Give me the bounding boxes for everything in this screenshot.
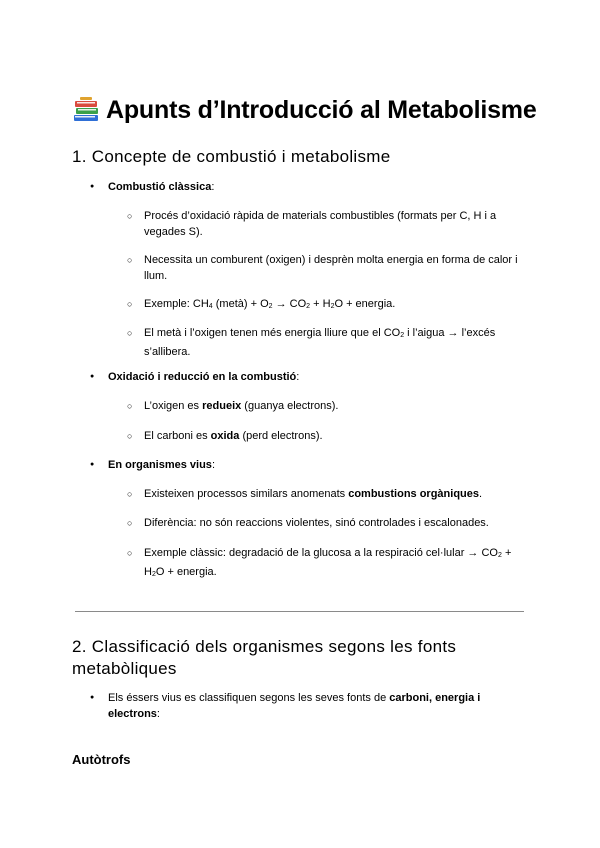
list-item: ○ Exemple clàssic: degradació de la glucosa a la respiració cel·lular → CO2 + H2O + energia. (144, 545, 529, 583)
list-item: ○ L’oxigen es redueix (guanya electrons). (144, 398, 529, 414)
section-heading-1: 1. Concepte de combustió i metabolisme (72, 147, 391, 166)
list-item: ● En organismes vius: (108, 457, 528, 473)
list-item: ○ Exemple: CH4 (metà) + O2 → CO2 + H2O + energia. (144, 296, 529, 315)
page-title (72, 94, 537, 126)
list-item: ○ Necessita un comburent (oxigen) i desprèn molta energia en forma de calor i llum. (144, 252, 529, 284)
books-icon (72, 96, 100, 122)
list-item: ○ El metà i l’oxigen tenen més energia lliure que el CO2 i l’aigua → l’excés s’allibera. (144, 325, 529, 360)
list-item: ● Els éssers vius es classifiquen segons les seves fonts de carboni, energia i electrons: (108, 690, 528, 722)
list-item: ○ El carboni es oxida (perd electrons). (144, 428, 529, 444)
list-item: ● Oxidació i reducció en la combustió: (108, 369, 528, 385)
page-title-text: Apunts d’Introducció al Metabolisme (106, 96, 537, 124)
list-item: ○ Diferència: no són reaccions violentes, sinó controlades i escalonades. (144, 515, 529, 531)
list-item: ○ Existeixen processos similars anomenats combustions orgàniques. (144, 486, 529, 502)
section-heading-2: 2. Classificació dels organismes segons les fonts metabòliques (72, 637, 457, 678)
horizontal-divider (75, 611, 524, 612)
list-item: ● Combustió clàssica: (108, 179, 528, 195)
subheading-autotrofs: Autòtrofs (72, 752, 131, 767)
list-item: ○ Procés d’oxidació ràpida de materials combustibles (formats per C, H i a vegades S). (144, 208, 529, 240)
